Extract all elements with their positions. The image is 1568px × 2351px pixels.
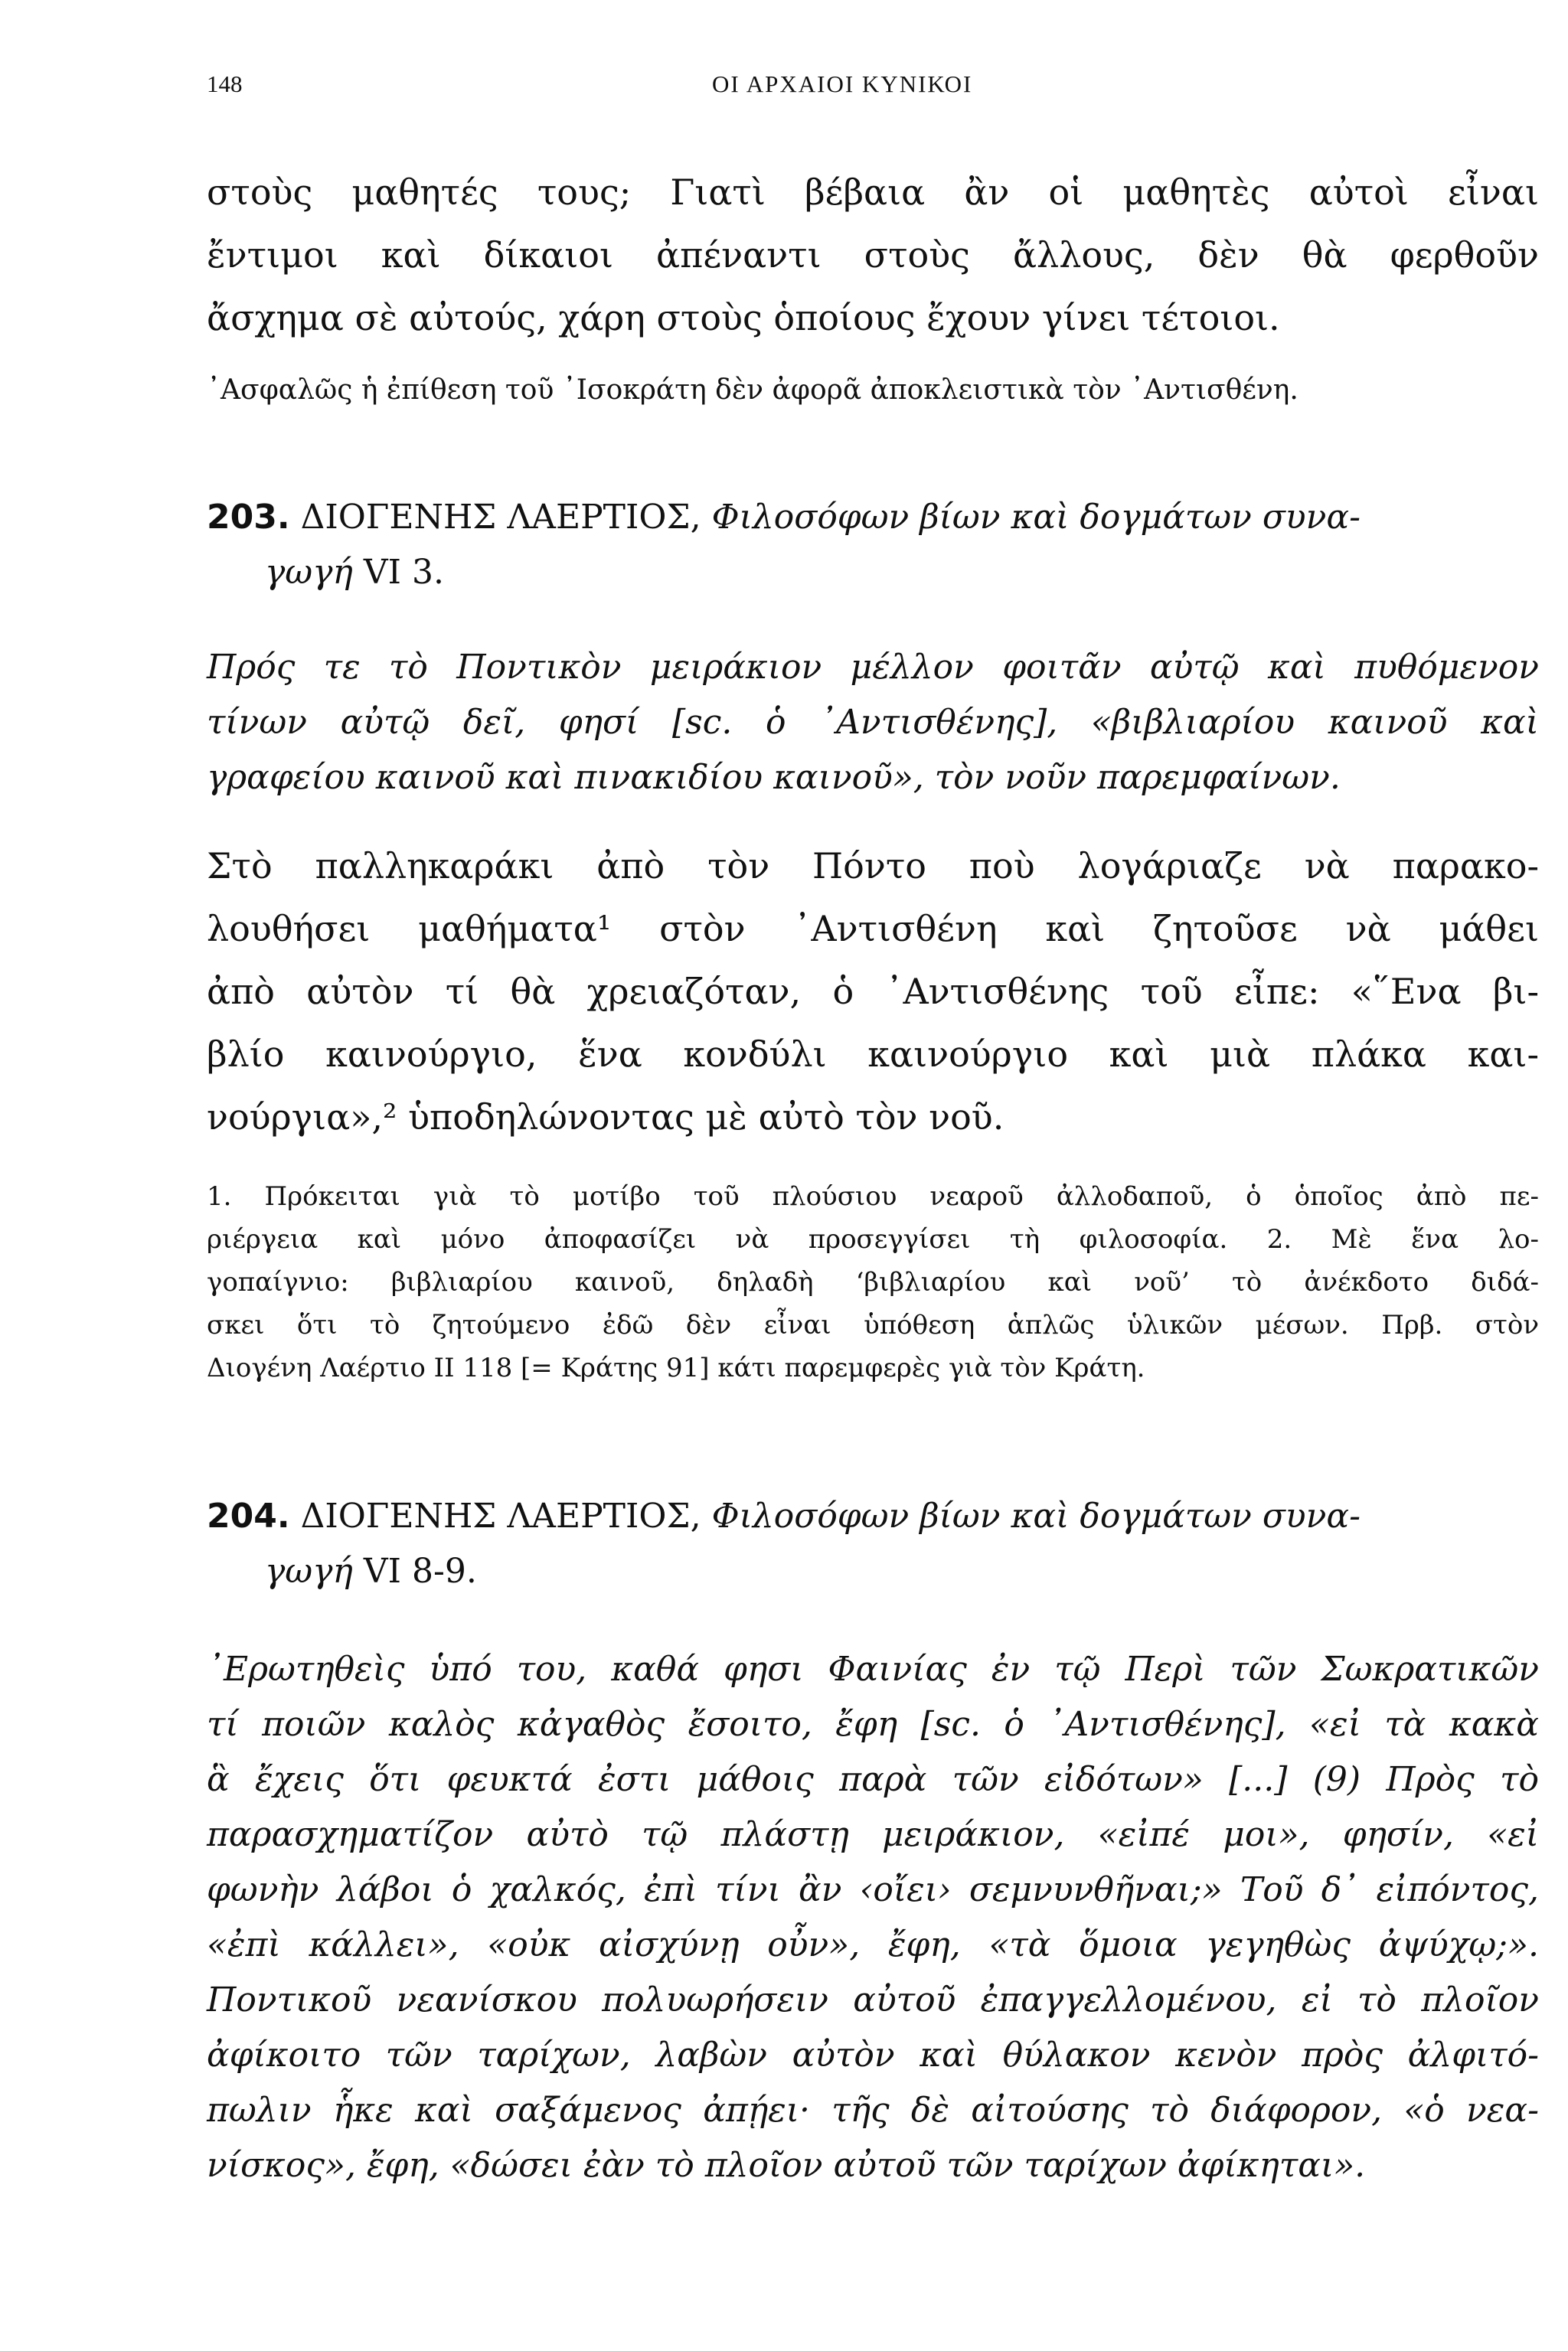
commentary-line: ᾿Ασφαλῶς ἡ ἐπίθεση τοῦ ᾿Ισοκράτη δὲν ἀφορᾶ ἀποκλειστικὰ τὸν ᾿Αντισθένη. [207,374,1298,406]
footnote-line: 1. Πρόκειται γιὰ τὸ μοτίβο τοῦ πλούσιου νεαροῦ ἀλλοδαποῦ, ὁ ὁποῖος ἀπὸ πε- [207,1181,1539,1212]
text-line: ἀπὸ αὐτὸν τί θὰ χρειαζόταν, ὁ ᾿Αντισθένης τοῦ εἶπε: «῞Ενα βι- [207,971,1539,1012]
source-work-continued: γωγή [265,1552,353,1591]
text-line: στοὺς μαθητές τους; Γιατὶ βέβαια ἂν οἱ μαθητὲς αὐτοὶ εἶναι [207,171,1539,213]
text-line: λουθήσει μαθήματα¹ στὸν ᾿Αντισθένη καὶ ζητοῦσε νὰ μάθει [207,908,1539,949]
greek-line: νίσκος», ἔφη, «δώσει ἐὰν τὸ πλοῖον αὐτοῦ τῶν ταρίχων ἀφίκηται». [207,2146,1366,2185]
greek-line: ἃ ἔχεις ὅτι φευκτά ἐστι μάθοις παρὰ τῶν εἰδότων» [...] (9) Πρὸς τὸ [207,1760,1539,1799]
footnote-line: Διογένη Λαέρτιο ΙΙ 118 [= Κράτης 91] κάτι παρεμφερὲς γιὰ τὸν Κράτη. [207,1353,1145,1383]
footnote-line: ριέργεια καὶ μόνο ἀποφασίζει νὰ προσεγγίσει τὴ φιλοσοφία. 2. Μὲ ἕνα λο- [207,1224,1539,1255]
source-reference: VI 8-9. [363,1552,477,1591]
commentary-note [207,367,1539,413]
intro-paragraph [207,161,1539,349]
running-title: ΟΙ ΑΡΧΑΙΟΙ ΚΥΝΙΚΟΙ [712,70,973,97]
section-203-greek-text [207,640,1539,805]
greek-line: τί ποιῶν καλὸς κἀγαθὸς ἔσοιτο, ἔφη [sc. ὁ ᾿Αντισθένης], «εἰ τὰ κακὰ [207,1705,1539,1744]
text-line: βλίο καινούργιο, ἕνα κονδύλι καινούργιο καὶ μιὰ πλάκα και- [207,1033,1539,1075]
section-number: 204. [207,1497,290,1536]
greek-line: γραφείου καινοῦ καὶ πινακιδίου καινοῦ», τὸν νοῦν παρεμφαίνων. [207,758,1341,797]
source-work-continued: γωγή [265,553,353,592]
greek-line: τίνων αὐτῷ δεῖ, φησί [sc. ὁ ᾿Αντισθένης], «βιβλιαρίου καινοῦ καὶ [207,703,1539,742]
section-203-footnotes [207,1175,1539,1389]
source-work: Φιλοσόφων βίων καὶ δογμάτων συνα- [711,1497,1361,1536]
greek-line: «ἐπὶ κάλλει», «οὐκ αἰσχύνῃ οὖν», ἔφη, «τὰ ὅμοια γεγηθὼς ἀψύχῳ;». [207,1925,1539,1964]
greek-line: φωνὴν λάβοι ὁ χαλκός, ἐπὶ τίνι ἂν ‹οἴει› σεμνυνθῆναι;» Τοῦ δ᾿ εἰπόντος, [207,1870,1539,1909]
text-line: ἄσχημα σὲ αὐτούς, χάρη στοὺς ὁποίους ἔχουν γίνει τέτοιοι. [207,297,1280,338]
text-line: ἔντιμοι καὶ δίκαιοι ἀπέναντι στοὺς ἄλλους, δὲν θὰ φερθοῦν [207,234,1539,276]
source-work: Φιλοσόφων βίων καὶ δογμάτων συνα- [711,498,1361,537]
footnote-line: σκει ὅτι τὸ ζητούμενο ἐδῶ δὲν εἶναι ὑπόθεση ἁπλῶς ὑλικῶν μέσων. Πρβ. στὸν [207,1310,1539,1340]
greek-line: ἀφίκοιτο τῶν ταρίχων, λαβὼν αὐτὸν καὶ θύλακον κενὸν πρὸς ἀλφιτό- [207,2036,1539,2075]
greek-line: πωλιν ἧκε καὶ σαξάμενος ἀπῄει· τῆς δὲ αἰτούσης τὸ διάφορον, «ὁ νεα- [207,2091,1539,2130]
section-203-translation [207,834,1539,1148]
footnote-line: γοπαίγνιο: βιβλιαρίου καινοῦ, δηλαδὴ ‘βιβλιαρίου καὶ νοῦ’ τὸ ἀνέκδοτο διδά- [207,1267,1539,1298]
section-204-heading [207,1489,1539,1599]
text-line: Στὸ παλληκαράκι ἀπὸ τὸν Πόντο ποὺ λογάριαζε νὰ παρακο- [207,845,1539,887]
section-203-heading [207,490,1539,600]
source-author: ΔΙΟΓΕΝΗΣ ΛΑΕΡΤΙΟΣ, [300,1497,701,1536]
text-line: νούργια»,² ὑποδηλώνοντας μὲ αὐτὸ τὸν νοῦ. [207,1096,1004,1138]
source-author: ΔΙΟΓΕΝΗΣ ΛΑΕΡΤΙΟΣ, [300,498,701,537]
greek-line: Ποντικοῦ νεανίσκου πολυωρήσειν αὐτοῦ ἐπαγγελλομένου, εἰ τὸ πλοῖον [207,1980,1539,2020]
greek-line: παρασχηματίζον αὐτὸ τῷ πλάστῃ μειράκιον, «εἰπέ μοι», φησίν, «εἰ [207,1815,1539,1854]
greek-line: ᾿Ερωτηθεὶς ὑπό του, καθά φησι Φαινίας ἐν τῷ Περὶ τῶν Σωκρατικῶν [207,1650,1539,1689]
greek-line: Πρός τε τὸ Ποντικὸν μειράκιον μέλλον φοιτᾶν αὐτῷ καὶ πυθόμενον [207,648,1539,687]
page-number: 148 [207,70,243,97]
section-204-greek-text [207,1642,1539,2193]
section-number: 203. [207,498,290,537]
source-reference: VI 3. [363,553,444,592]
running-head [207,70,1539,101]
